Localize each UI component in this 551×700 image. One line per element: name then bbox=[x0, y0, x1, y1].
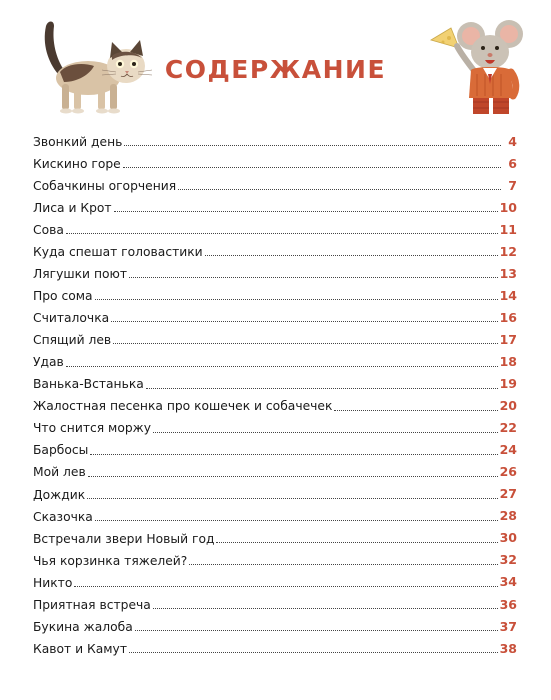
toc-entry-page: 22 bbox=[499, 420, 517, 436]
toc-entry[interactable] bbox=[33, 126, 517, 148]
toc-entry-page: 16 bbox=[499, 309, 517, 325]
toc-entry[interactable] bbox=[33, 457, 517, 479]
toc-entry-title: Куда спешат головастики bbox=[33, 244, 203, 259]
dot-leader bbox=[95, 520, 498, 521]
toc-entry-title: Встречали звери Новый год bbox=[33, 531, 215, 546]
dot-leader bbox=[74, 586, 497, 587]
dot-leader bbox=[129, 652, 498, 653]
dot-leader bbox=[111, 321, 497, 322]
toc-entry-title: Приятная встреча bbox=[33, 597, 151, 612]
dot-leader bbox=[146, 388, 498, 389]
toc-entry[interactable] bbox=[33, 192, 517, 214]
toc-entry-page: 38 bbox=[499, 640, 517, 656]
table-of-contents bbox=[33, 126, 517, 655]
toc-entry[interactable] bbox=[33, 435, 517, 457]
toc-entry-page: 24 bbox=[499, 442, 517, 458]
toc-entry-title: Кавот и Камут bbox=[33, 641, 127, 656]
toc-entry-title: Кискино горе bbox=[33, 156, 121, 171]
toc-entry-page: 4 bbox=[508, 133, 517, 149]
toc-entry-title: Никто bbox=[33, 575, 73, 590]
toc-entry-page: 13 bbox=[499, 265, 517, 281]
toc-entry-title: Собачкины огорчения bbox=[33, 178, 177, 193]
toc-entry-page: 7 bbox=[508, 177, 517, 193]
dot-leader bbox=[178, 189, 501, 190]
dot-leader bbox=[334, 410, 497, 411]
toc-entry[interactable] bbox=[33, 302, 517, 324]
toc-entry[interactable] bbox=[33, 633, 517, 655]
dot-leader bbox=[114, 211, 498, 212]
dot-leader bbox=[135, 630, 498, 631]
toc-entry-page: 28 bbox=[499, 508, 517, 524]
toc-entry-title: Звонкий день bbox=[33, 134, 123, 149]
toc-entry[interactable] bbox=[33, 148, 517, 170]
toc-entry-page: 18 bbox=[499, 354, 517, 370]
toc-entry[interactable] bbox=[33, 523, 517, 545]
dot-leader bbox=[129, 277, 498, 278]
dot-leader bbox=[205, 255, 498, 256]
dot-leader bbox=[66, 233, 498, 234]
toc-entry[interactable] bbox=[33, 324, 517, 346]
toc-entry-title: Про сома bbox=[33, 289, 93, 304]
toc-entry-page: 36 bbox=[499, 596, 517, 612]
dot-leader bbox=[153, 608, 498, 609]
toc-entry-page: 14 bbox=[499, 287, 517, 303]
toc-entry[interactable] bbox=[33, 567, 517, 589]
dot-leader bbox=[153, 432, 498, 433]
toc-entry[interactable] bbox=[33, 280, 517, 302]
toc-entry-page: 27 bbox=[499, 486, 517, 502]
toc-entry-title: Что снится моржу bbox=[33, 421, 152, 436]
mouse-illustration bbox=[425, 18, 533, 118]
toc-entry-page: 11 bbox=[499, 221, 517, 237]
dot-leader bbox=[123, 167, 501, 168]
dot-leader bbox=[88, 476, 498, 477]
toc-entry-page: 17 bbox=[499, 331, 517, 347]
toc-entry-page: 32 bbox=[499, 552, 517, 568]
toc-entry-title: Считалочка bbox=[33, 311, 110, 326]
toc-entry-title: Чья корзинка тяжелей? bbox=[33, 553, 188, 568]
toc-entry-page: 37 bbox=[499, 618, 517, 634]
toc-entry-page: 30 bbox=[499, 530, 517, 546]
toc-entry[interactable] bbox=[33, 214, 517, 236]
toc-entry-title: Спящий лев bbox=[33, 333, 112, 348]
toc-entry[interactable] bbox=[33, 413, 517, 435]
toc-entry[interactable] bbox=[33, 391, 517, 413]
toc-entry[interactable] bbox=[33, 258, 517, 280]
toc-entry-page: 6 bbox=[508, 155, 517, 171]
dot-leader bbox=[124, 145, 501, 146]
toc-entry[interactable] bbox=[33, 236, 517, 258]
page-title: СОДЕРЖАНИЕ bbox=[164, 54, 387, 84]
toc-entry-title: Жалостная песенка про кошечек и собачечек bbox=[33, 399, 333, 414]
dot-leader bbox=[113, 343, 497, 344]
toc-entry[interactable] bbox=[33, 501, 517, 523]
toc-entry[interactable] bbox=[33, 589, 517, 611]
dot-leader bbox=[189, 564, 497, 565]
toc-entry-title: Дождик bbox=[33, 487, 86, 502]
toc-entry-title: Удав bbox=[33, 355, 64, 370]
toc-entry-page: 34 bbox=[499, 574, 517, 590]
toc-entry-title: Мой лев bbox=[33, 465, 86, 480]
toc-entry-title: Барбосы bbox=[33, 443, 89, 458]
toc-entry[interactable] bbox=[33, 346, 517, 368]
toc-entry[interactable] bbox=[33, 611, 517, 633]
toc-entry[interactable] bbox=[33, 545, 517, 567]
toc-entry[interactable] bbox=[33, 369, 517, 391]
dot-leader bbox=[90, 454, 497, 455]
toc-entry-page: 20 bbox=[499, 398, 517, 414]
toc-entry[interactable] bbox=[33, 170, 517, 192]
toc-entry-title: Лягушки поют bbox=[33, 267, 128, 282]
dot-leader bbox=[66, 366, 498, 367]
toc-entry-title: Букина жалоба bbox=[33, 619, 133, 634]
dot-leader bbox=[87, 498, 497, 499]
toc-entry[interactable] bbox=[33, 479, 517, 501]
toc-entry-page: 26 bbox=[499, 464, 517, 480]
toc-entry-page: 19 bbox=[499, 376, 517, 392]
toc-entry-title: Сова bbox=[33, 222, 64, 237]
toc-entry-page: 10 bbox=[499, 199, 517, 215]
toc-entry-title: Сказочка bbox=[33, 509, 93, 524]
toc-entry-page: 12 bbox=[499, 243, 517, 259]
dot-leader bbox=[95, 299, 498, 300]
toc-entry-title: Ванька-Встанька bbox=[33, 377, 144, 392]
toc-entry-title: Лиса и Крот bbox=[33, 200, 112, 215]
dot-leader bbox=[216, 542, 497, 543]
